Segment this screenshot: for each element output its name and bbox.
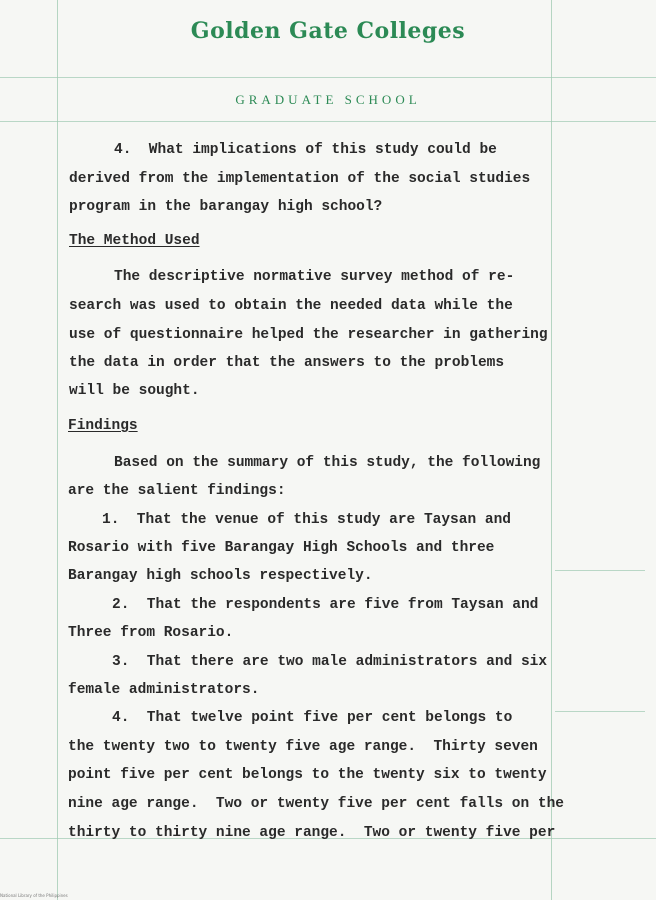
method-heading: The Method Used [69, 233, 200, 249]
method-line: use of questionnaire helped the researcher in gathering [69, 327, 548, 343]
finding-line: Rosario with five Barangay High Schools and three [68, 540, 495, 556]
method-line: the data in order that the answers to the problems [69, 355, 505, 371]
finding-line: the twenty two to twenty five age range. Thirty seven [68, 739, 538, 755]
finding-line: female administrators. [68, 682, 260, 698]
method-line: search was used to obtain the needed data while the [69, 298, 513, 314]
school-name: GRADUATE SCHOOL [235, 92, 421, 107]
question-line: 4. What implications of this study could be [114, 142, 497, 158]
finding-line: 2. That the respondents are five from Taysan and [112, 597, 539, 613]
findings-intro-line: are the salient findings: [68, 483, 286, 499]
scan-footer: National Library of the Philippines [0, 893, 68, 898]
finding-line: nine age range. Two or twenty five per cent falls on the [68, 796, 564, 812]
college-name: Golden Gate Colleges [190, 18, 466, 44]
finding-line: point five per cent belongs to the twenty six to twenty [68, 767, 547, 783]
question-line: derived from the implementation of the social studies [69, 171, 531, 187]
finding-line: 1. That the venue of this study are Taysan and [102, 512, 511, 528]
finding-line: Barangay high schools respectively. [68, 568, 373, 584]
finding-line: Three from Rosario. [68, 625, 234, 641]
method-line: will be sought. [69, 383, 200, 399]
question-line: program in the barangay high school? [69, 199, 383, 215]
findings-intro-line: Based on the summary of this study, the following [114, 455, 541, 471]
finding-line: thirty to thirty nine age range. Two or twenty five per [68, 825, 556, 841]
finding-line: 4. That twelve point five per cent belongs to [112, 710, 513, 726]
finding-line: 3. That there are two male administrators and six [112, 654, 548, 670]
method-line: The descriptive normative survey method of re- [114, 269, 515, 285]
findings-heading: Findings [68, 418, 138, 434]
